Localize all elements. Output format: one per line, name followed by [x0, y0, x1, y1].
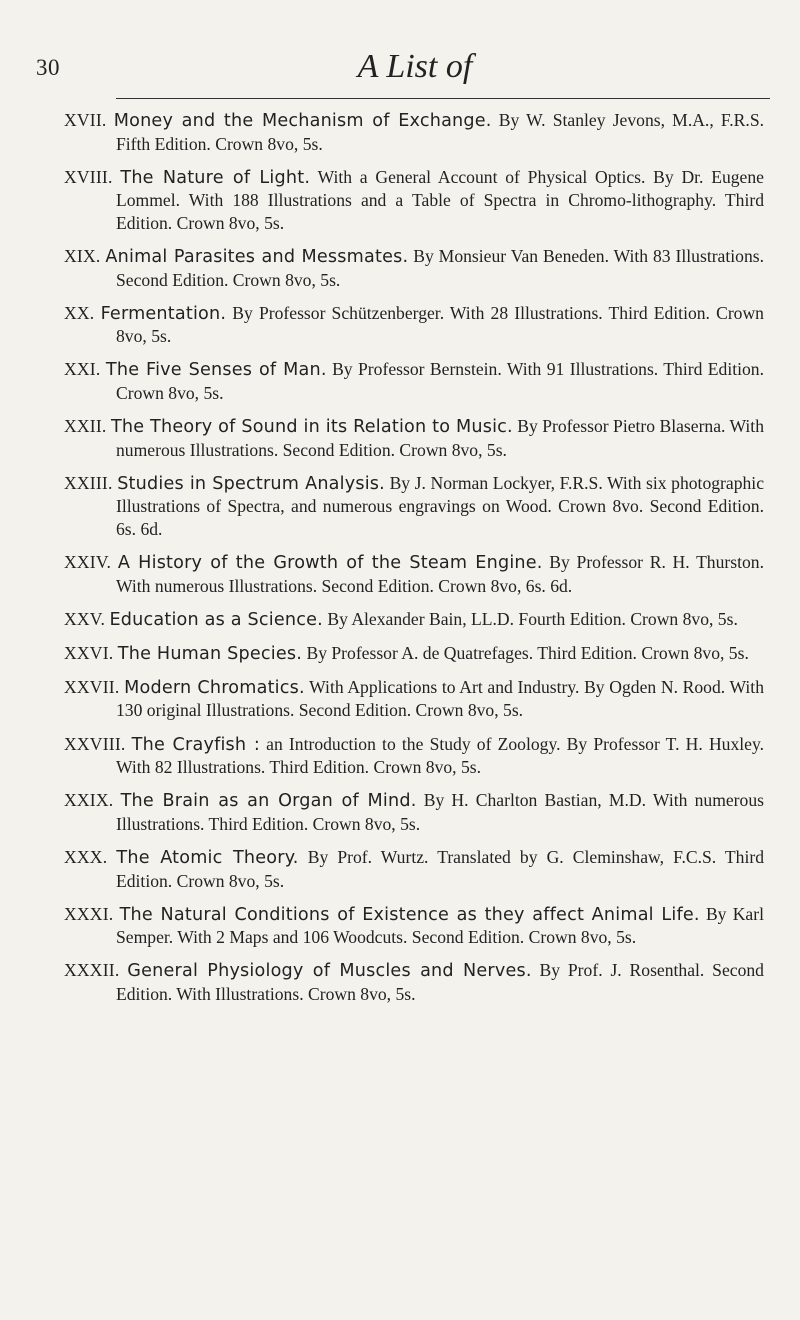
entry-description: By Professor Bernstein. With 91 Illustrations. Third Edition. Crown 8vo, 5s. [116, 359, 765, 403]
entry-number: XXXI. [64, 903, 114, 924]
entry-title: The Atomic Theory. [116, 847, 299, 868]
list-item [64, 789, 764, 835]
entry-title: The Human Species. [117, 643, 303, 664]
entry-description: By J. Norman Lockyer, F.R.S. With six photographic Illustrations of Spectra, and numerous engravings on Wood. Crown 8vo. Second Edition. 6s. 6d. [116, 472, 765, 539]
entry-description: With Applications to Art and Industry. By Ogden N. Rood. With 130 original Illustrations. Second Edition. Crown 8vo, 5s. [116, 676, 764, 721]
list-item [64, 415, 764, 461]
entry-description: By W. Stanley Jevons, M.A., F.R.S. Fifth Edition. Crown 8vo, 5s. [116, 110, 765, 154]
entry-title: The Brain as an Organ of Mind. [120, 791, 417, 812]
list-item [64, 959, 764, 1005]
entry-number: XXIV. [64, 552, 112, 572]
list-item [64, 903, 764, 949]
running-head: A List of [357, 48, 473, 85]
entry-description: By Prof. J. Rosenthal. Second Edition. With Illustrations. Crown 8vo, 5s. [116, 960, 764, 1004]
entry-number: XXIX. [64, 790, 114, 811]
entry-description: With a General Account of Physical Optics. By Dr. Eugene Lommel. With 188 Illustrations and a Table of Spectra in Chromo-lithography. Third Edition. Crown 8vo, 5s. [116, 166, 764, 233]
entry-description: By Prof. Wurtz. Translated by G. Cleminshaw, F.C.S. Third Edition. Crown 8vo, 5s. [116, 846, 765, 891]
entry-title: The Natural Conditions of Existence as they affect Animal Life. [119, 904, 700, 925]
entry-title: Money and the Mechanism of Exchange. [113, 111, 492, 131]
entry-description: By Monsieur Van Beneden. With 83 Illustrations. Second Edition. Crown 8vo, 5s. [116, 245, 764, 290]
entry-number: XXI. [64, 359, 101, 380]
list-item [64, 109, 764, 155]
entry-title: Animal Parasites and Messmates. [105, 246, 409, 267]
entry-number: XXX. [64, 846, 108, 867]
list-item [64, 551, 764, 597]
list-item [64, 608, 764, 632]
entry-title: The Theory of Sound in its Relation to Music. [110, 417, 513, 438]
entry-title: A History of the Growth of the Steam Engine. [117, 553, 543, 573]
entry-number: XVII. [64, 110, 107, 130]
entry-number: XXV. [64, 608, 106, 629]
entry-number: XXVII. [64, 676, 120, 697]
entry-title: The Crayfish : [131, 734, 260, 755]
entry-description: an Introduction to the Study of Zoology. By Professor T. H. Huxley. With 82 Illustrations. Third Edition. Crown 8vo, 5s. [116, 733, 764, 778]
entry-number: XXIII. [64, 472, 113, 493]
list-item [64, 245, 764, 291]
entry-number: XXXII. [64, 960, 120, 981]
list-item [64, 846, 764, 892]
list-item [64, 676, 764, 722]
entry-description: By Professor A. de Quatrefages. Third Edition. Crown 8vo, 5s. [306, 642, 749, 663]
book-list [64, 109, 764, 1016]
entry-description: By Alexander Bain, LL.D. Fourth Edition. Crown 8vo, 5s. [327, 608, 738, 629]
entry-title: The Five Senses of Man. [105, 360, 327, 381]
entry-description: By Professor R. H. Thurston. With numerous Illustrations. Second Edition. Crown 8vo, 6s. 6d. [116, 552, 764, 596]
list-item [64, 358, 764, 404]
list-item [64, 166, 764, 235]
entry-number: XX. [64, 302, 95, 323]
entry-number: XXVI. [64, 642, 114, 663]
entry-title: Studies in Spectrum Analysis. [117, 473, 385, 494]
entry-description: By Professor Schützenberger. With 28 Illustrations. Third Edition. Crown 8vo, 5s. [116, 302, 764, 347]
page-number: 30 [36, 55, 60, 80]
entry-title: The Nature of Light. [120, 167, 311, 188]
entry-title: Education as a Science. [109, 609, 323, 630]
list-item [64, 642, 764, 666]
entry-title: Modern Chromatics. [124, 677, 305, 698]
entry-number: XXVIII. [64, 733, 126, 754]
entry-title: General Physiology of Muscles and Nerves. [127, 961, 532, 982]
list-item [64, 302, 764, 348]
entry-description: By H. Charlton Bastian, M.D. With numerous Illustrations. Third Edition. Crown 8vo, 5s. [116, 790, 764, 834]
list-item [64, 733, 764, 779]
entry-number: XVIII. [64, 166, 113, 187]
list-item [64, 472, 764, 541]
entry-description: By Karl Semper. With 2 Maps and 106 Woodcuts. Second Edition. Crown 8vo, 5s. [116, 903, 764, 948]
header-rule [116, 98, 770, 99]
entry-description: By Professor Pietro Blaserna. With numerous Illustrations. Second Edition. Crown 8vo, 5s. [116, 416, 764, 460]
entry-number: XXII. [64, 416, 107, 437]
entry-number: XIX. [64, 245, 101, 266]
entry-title: Fermentation. [100, 303, 227, 324]
